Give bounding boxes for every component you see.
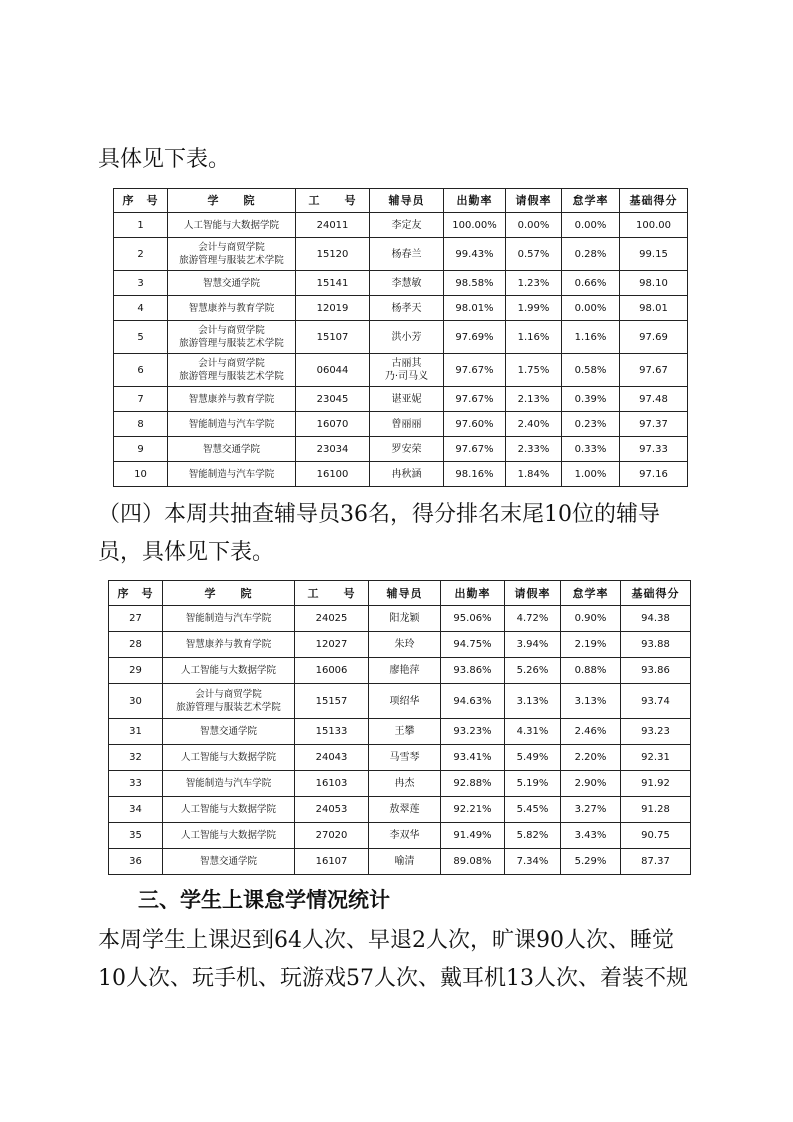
table-row xyxy=(109,684,691,719)
base-score: 91.28 xyxy=(621,797,691,823)
truancy-rate: 2.46% xyxy=(561,719,621,745)
leave-rate: 5.49% xyxy=(505,745,561,771)
counselor-name: 廖艳萍 xyxy=(369,658,441,684)
attendance-rate: 93.86% xyxy=(441,658,505,684)
leave-rate: 3.94% xyxy=(505,632,561,658)
staff-id: 15120 xyxy=(296,238,370,271)
leave-rate: 5.45% xyxy=(505,797,561,823)
header-college: 学 院 xyxy=(163,581,295,606)
row-number: 31 xyxy=(109,719,163,745)
truancy-rate: 1.00% xyxy=(562,462,620,487)
counselor-name: 马雪琴 xyxy=(369,745,441,771)
header-staff-id: 工 号 xyxy=(295,581,369,606)
counselor-name: 冉杰 xyxy=(369,771,441,797)
leave-rate: 2.33% xyxy=(506,437,562,462)
attendance-rate: 100.00% xyxy=(444,213,506,238)
college-name: 智能制造与汽车学院 xyxy=(168,462,296,487)
college-name: 智能制造与汽车学院 xyxy=(168,412,296,437)
staff-id: 15133 xyxy=(295,719,369,745)
base-score: 94.38 xyxy=(621,606,691,632)
table-row xyxy=(114,354,688,387)
base-score: 100.00 xyxy=(620,213,688,238)
leave-rate: 1.16% xyxy=(506,321,562,354)
row-number: 30 xyxy=(109,684,163,719)
attendance-rate: 97.67% xyxy=(444,387,506,412)
truancy-rate: 2.20% xyxy=(561,745,621,771)
counselor-name: 敖翠莲 xyxy=(369,797,441,823)
row-number: 6 xyxy=(114,354,168,387)
leave-rate: 0.00% xyxy=(506,213,562,238)
staff-id: 27020 xyxy=(295,823,369,849)
truancy-rate: 0.28% xyxy=(562,238,620,271)
base-score: 98.01 xyxy=(620,296,688,321)
attendance-rate: 98.58% xyxy=(444,271,506,296)
attendance-rate: 92.88% xyxy=(441,771,505,797)
base-score: 97.67 xyxy=(620,354,688,387)
base-score: 92.31 xyxy=(621,745,691,771)
truancy-rate: 0.00% xyxy=(562,213,620,238)
truancy-rate: 0.90% xyxy=(561,606,621,632)
table-row xyxy=(109,771,691,797)
table-header-row xyxy=(109,581,691,606)
table-row xyxy=(109,632,691,658)
row-number: 36 xyxy=(109,849,163,875)
college-name: 人工智能与大数据学院 xyxy=(163,823,295,849)
attendance-rate: 94.63% xyxy=(441,684,505,719)
row-number: 9 xyxy=(114,437,168,462)
table-row xyxy=(109,658,691,684)
base-score: 99.15 xyxy=(620,238,688,271)
table-row xyxy=(114,296,688,321)
header-attendance: 出勤率 xyxy=(441,581,505,606)
truancy-rate: 0.39% xyxy=(562,387,620,412)
table-row xyxy=(109,823,691,849)
table-row xyxy=(114,387,688,412)
college-name: 会计与商贸学院 旅游管理与服装艺术学院 xyxy=(168,238,296,271)
attendance-rate: 89.08% xyxy=(441,849,505,875)
table-row xyxy=(109,797,691,823)
table-row xyxy=(114,271,688,296)
truancy-rate: 2.90% xyxy=(561,771,621,797)
leave-rate: 1.75% xyxy=(506,354,562,387)
attendance-rate: 97.69% xyxy=(444,321,506,354)
attendance-rate: 93.23% xyxy=(441,719,505,745)
staff-id: 23045 xyxy=(296,387,370,412)
counselor-name: 李双华 xyxy=(369,823,441,849)
row-number: 34 xyxy=(109,797,163,823)
table-row xyxy=(109,606,691,632)
staff-id: 24043 xyxy=(295,745,369,771)
section-three-paragraph: 本周学生上课迟到64人次、早退2人次，旷课90人次、睡觉10人次、玩手机、玩游戏57人次、戴耳机13人次、着装不规 xyxy=(98,928,688,991)
base-score: 97.48 xyxy=(620,387,688,412)
staff-id: 24025 xyxy=(295,606,369,632)
row-number: 32 xyxy=(109,745,163,771)
staff-id: 16006 xyxy=(295,658,369,684)
table-row xyxy=(114,321,688,354)
counselor-name: 谌亚妮 xyxy=(370,387,444,412)
truancy-rate: 0.66% xyxy=(562,271,620,296)
table-row xyxy=(114,213,688,238)
college-name: 智慧康养与教育学院 xyxy=(163,632,295,658)
staff-id: 12019 xyxy=(296,296,370,321)
staff-id: 16107 xyxy=(295,849,369,875)
section-four-paragraph: （四）本周共抽查辅导员36名，得分排名末尾10位的辅导员，具体见下表。 xyxy=(98,502,660,565)
base-score: 97.16 xyxy=(620,462,688,487)
attendance-rate: 98.16% xyxy=(444,462,506,487)
truancy-rate: 2.19% xyxy=(561,632,621,658)
truancy-rate: 3.43% xyxy=(561,823,621,849)
row-number: 8 xyxy=(114,412,168,437)
leave-rate: 0.57% xyxy=(506,238,562,271)
base-score: 97.37 xyxy=(620,412,688,437)
row-number: 7 xyxy=(114,387,168,412)
counselor-name: 项绍华 xyxy=(369,684,441,719)
leave-rate: 5.82% xyxy=(505,823,561,849)
base-score: 93.74 xyxy=(621,684,691,719)
attendance-rate: 93.41% xyxy=(441,745,505,771)
header-no: 序 号 xyxy=(109,581,163,606)
staff-id: 16100 xyxy=(296,462,370,487)
table-row xyxy=(114,437,688,462)
truancy-rate: 5.29% xyxy=(561,849,621,875)
staff-id: 16070 xyxy=(296,412,370,437)
row-number: 2 xyxy=(114,238,168,271)
college-name: 人工智能与大数据学院 xyxy=(163,658,295,684)
leave-rate: 3.13% xyxy=(505,684,561,719)
counselor-name: 喻清 xyxy=(369,849,441,875)
staff-id: 15157 xyxy=(295,684,369,719)
truancy-rate: 0.88% xyxy=(561,658,621,684)
counselor-name: 曾丽丽 xyxy=(370,412,444,437)
leave-rate: 4.31% xyxy=(505,719,561,745)
attendance-rate: 99.43% xyxy=(444,238,506,271)
row-number: 35 xyxy=(109,823,163,849)
base-score: 97.69 xyxy=(620,321,688,354)
college-name: 会计与商贸学院 旅游管理与服装艺术学院 xyxy=(163,684,295,719)
college-name: 智慧交通学院 xyxy=(168,271,296,296)
header-counselor: 辅导员 xyxy=(370,189,444,213)
attendance-rate: 94.75% xyxy=(441,632,505,658)
header-college: 学 院 xyxy=(168,189,296,213)
base-score: 90.75 xyxy=(621,823,691,849)
header-score: 基础得分 xyxy=(620,189,688,213)
truancy-rate: 0.58% xyxy=(562,354,620,387)
college-name: 智能制造与汽车学院 xyxy=(163,606,295,632)
staff-id: 15107 xyxy=(296,321,370,354)
leave-rate: 1.84% xyxy=(506,462,562,487)
bottom-counselor-table xyxy=(108,580,691,875)
row-number: 10 xyxy=(114,462,168,487)
attendance-rate: 98.01% xyxy=(444,296,506,321)
table-row xyxy=(109,719,691,745)
top-counselor-table xyxy=(113,188,688,487)
college-name: 智能制造与汽车学院 xyxy=(163,771,295,797)
header-counselor: 辅导员 xyxy=(369,581,441,606)
header-no: 序 号 xyxy=(114,189,168,213)
header-leave: 请假率 xyxy=(505,581,561,606)
row-number: 3 xyxy=(114,271,168,296)
table-header-row xyxy=(114,189,688,213)
row-number: 27 xyxy=(109,606,163,632)
staff-id: 23034 xyxy=(296,437,370,462)
leave-rate: 2.40% xyxy=(506,412,562,437)
leave-rate: 5.26% xyxy=(505,658,561,684)
truancy-rate: 0.33% xyxy=(562,437,620,462)
leave-rate: 5.19% xyxy=(505,771,561,797)
counselor-name: 洪小芳 xyxy=(370,321,444,354)
row-number: 4 xyxy=(114,296,168,321)
staff-id: 24053 xyxy=(295,797,369,823)
college-name: 人工智能与大数据学院 xyxy=(168,213,296,238)
counselor-name: 古丽其 乃·司马义 xyxy=(370,354,444,387)
row-number: 33 xyxy=(109,771,163,797)
leave-rate: 4.72% xyxy=(505,606,561,632)
base-score: 97.33 xyxy=(620,437,688,462)
base-score: 87.37 xyxy=(621,849,691,875)
truancy-rate: 3.13% xyxy=(561,684,621,719)
table-row xyxy=(114,238,688,271)
attendance-rate: 95.06% xyxy=(441,606,505,632)
staff-id: 06044 xyxy=(296,354,370,387)
table-row xyxy=(114,462,688,487)
header-leave: 请假率 xyxy=(506,189,562,213)
leave-rate: 1.99% xyxy=(506,296,562,321)
table-row xyxy=(109,849,691,875)
table-row xyxy=(114,412,688,437)
row-number: 29 xyxy=(109,658,163,684)
attendance-rate: 97.67% xyxy=(444,354,506,387)
base-score: 91.92 xyxy=(621,771,691,797)
college-name: 会计与商贸学院 旅游管理与服装艺术学院 xyxy=(168,354,296,387)
staff-id: 24011 xyxy=(296,213,370,238)
row-number: 5 xyxy=(114,321,168,354)
section-three-heading: 三、学生上课怠学情况统计 xyxy=(138,888,390,912)
counselor-name: 罗安荣 xyxy=(370,437,444,462)
counselor-name: 杨春兰 xyxy=(370,238,444,271)
college-name: 智慧康养与教育学院 xyxy=(168,387,296,412)
header-attendance: 出勤率 xyxy=(444,189,506,213)
counselor-name: 杨孝天 xyxy=(370,296,444,321)
base-score: 93.88 xyxy=(621,632,691,658)
base-score: 98.10 xyxy=(620,271,688,296)
college-name: 智慧交通学院 xyxy=(168,437,296,462)
header-truancy: 怠学率 xyxy=(562,189,620,213)
header-score: 基础得分 xyxy=(621,581,691,606)
college-name: 人工智能与大数据学院 xyxy=(163,745,295,771)
staff-id: 12027 xyxy=(295,632,369,658)
leave-rate: 7.34% xyxy=(505,849,561,875)
truancy-rate: 1.16% xyxy=(562,321,620,354)
header-truancy: 怠学率 xyxy=(561,581,621,606)
leave-rate: 1.23% xyxy=(506,271,562,296)
staff-id: 16103 xyxy=(295,771,369,797)
attendance-rate: 97.60% xyxy=(444,412,506,437)
counselor-name: 李定友 xyxy=(370,213,444,238)
row-number: 1 xyxy=(114,213,168,238)
base-score: 93.23 xyxy=(621,719,691,745)
truancy-rate: 0.00% xyxy=(562,296,620,321)
counselor-name: 冉秋涵 xyxy=(370,462,444,487)
header-staff-id: 工 号 xyxy=(296,189,370,213)
truancy-rate: 0.23% xyxy=(562,412,620,437)
attendance-rate: 92.21% xyxy=(441,797,505,823)
college-name: 会计与商贸学院 旅游管理与服装艺术学院 xyxy=(168,321,296,354)
truancy-rate: 3.27% xyxy=(561,797,621,823)
attendance-rate: 91.49% xyxy=(441,823,505,849)
college-name: 人工智能与大数据学院 xyxy=(163,797,295,823)
staff-id: 15141 xyxy=(296,271,370,296)
base-score: 93.86 xyxy=(621,658,691,684)
college-name: 智慧康养与教育学院 xyxy=(168,296,296,321)
counselor-name: 李慧敏 xyxy=(370,271,444,296)
attendance-rate: 97.67% xyxy=(444,437,506,462)
row-number: 28 xyxy=(109,632,163,658)
table-row xyxy=(109,745,691,771)
college-name: 智慧交通学院 xyxy=(163,719,295,745)
leave-rate: 2.13% xyxy=(506,387,562,412)
intro-text: 具体见下表。 xyxy=(98,147,231,172)
college-name: 智慧交通学院 xyxy=(163,849,295,875)
counselor-name: 王攀 xyxy=(369,719,441,745)
counselor-name: 阳龙颖 xyxy=(369,606,441,632)
counselor-name: 朱玲 xyxy=(369,632,441,658)
